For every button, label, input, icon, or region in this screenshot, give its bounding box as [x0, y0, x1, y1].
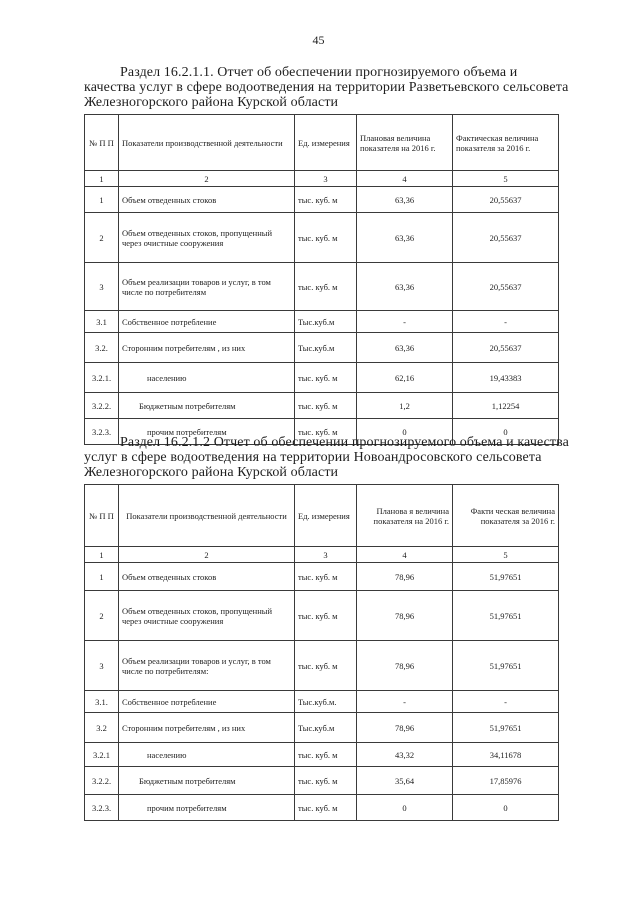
header-unit: Ед. измерения	[295, 115, 357, 171]
row-plan: 1,2	[357, 393, 453, 419]
row-num: 1	[85, 563, 119, 591]
row-plan: 78,96	[357, 641, 453, 691]
column-number: 1	[85, 547, 119, 563]
table-row	[85, 795, 559, 821]
section-2-heading	[84, 435, 570, 480]
header-name: Показатели производственной деятельности	[119, 115, 295, 171]
column-number: 5	[453, 547, 559, 563]
row-name: Объем отведенных стоков, пропущенный через очистные сооружения	[119, 213, 295, 263]
row-fact: 20,55637	[453, 187, 559, 213]
row-name: Собственное потребление	[119, 311, 295, 333]
column-number-row	[85, 171, 559, 187]
header-plan: Плановая величина показателя на 2016 г.	[357, 115, 453, 171]
row-name: Объем реализации товаров и услуг, в том числе по потребителям	[119, 263, 295, 311]
row-unit: тыс. куб. м	[295, 393, 357, 419]
row-unit: тыс. куб. м	[295, 591, 357, 641]
row-name: Объем отведенных стоков	[119, 187, 295, 213]
row-fact: 0	[453, 419, 559, 445]
header-num: № П П	[85, 485, 119, 547]
row-fact: 51,97651	[453, 713, 559, 743]
section-1-heading-line-3: Железногорского района Курской области	[84, 95, 339, 110]
table-row	[85, 187, 559, 213]
row-unit: тыс. куб. м	[295, 563, 357, 591]
table-row	[85, 743, 559, 767]
row-plan: 63,36	[357, 187, 453, 213]
table-row	[85, 591, 559, 641]
column-number: 1	[85, 171, 119, 187]
row-num: 3.2.2.	[85, 767, 119, 795]
table-row	[85, 563, 559, 591]
row-fact: 51,97651	[453, 641, 559, 691]
row-num: 3.1	[85, 311, 119, 333]
row-fact: -	[453, 691, 559, 713]
row-fact: 20,55637	[453, 263, 559, 311]
row-num: 1	[85, 187, 119, 213]
table-header-row	[85, 485, 559, 547]
table-row	[85, 363, 559, 393]
row-unit: тыс. куб. м	[295, 213, 357, 263]
row-plan: 0	[357, 795, 453, 821]
row-fact: 19,43383	[453, 363, 559, 393]
table-row	[85, 393, 559, 419]
row-name: Объем отведенных стоков	[119, 563, 295, 591]
row-name: населению	[119, 363, 295, 393]
row-unit: тыс. куб. м	[295, 767, 357, 795]
row-num: 3.2	[85, 713, 119, 743]
row-num: 3.2.	[85, 333, 119, 363]
header-plan: Планова я величина показателя на 2016 г.	[357, 485, 453, 547]
row-plan: 78,96	[357, 563, 453, 591]
row-name: Объем реализации товаров и услуг, в том числе по потребителям:	[119, 641, 295, 691]
row-name: населению	[119, 743, 295, 767]
row-plan: 78,96	[357, 713, 453, 743]
column-number: 4	[357, 547, 453, 563]
row-num: 3	[85, 263, 119, 311]
row-name: Сторонним потребителям , из них	[119, 713, 295, 743]
row-fact: 20,55637	[453, 213, 559, 263]
row-unit: Тыс.куб.м.	[295, 691, 357, 713]
header-unit: Ед. измерения	[295, 485, 357, 547]
row-plan: 78,96	[357, 591, 453, 641]
row-unit: тыс. куб. м	[295, 187, 357, 213]
section-1-heading	[84, 65, 570, 110]
header-name: Показатели производственной деятельности	[119, 485, 295, 547]
section-2-heading-line-2: услуг в сфере водоотведения на территории Новоандросовского сельсовета	[84, 450, 542, 465]
row-unit: тыс. куб. м	[295, 641, 357, 691]
row-plan: 63,36	[357, 213, 453, 263]
row-name: Бюджетным потребителям	[119, 767, 295, 795]
table-row	[85, 213, 559, 263]
row-name: Собственное потребление	[119, 691, 295, 713]
table-header-row	[85, 115, 559, 171]
table-row	[85, 691, 559, 713]
row-fact: 0	[453, 795, 559, 821]
row-num: 3.2.1.	[85, 363, 119, 393]
row-plan: -	[357, 311, 453, 333]
row-num: 2	[85, 213, 119, 263]
row-num: 3.2.2.	[85, 393, 119, 419]
row-unit: Тыс.куб.м	[295, 333, 357, 363]
column-number: 2	[119, 547, 295, 563]
row-name: Бюджетным потребителям	[119, 393, 295, 419]
column-number: 3	[295, 547, 357, 563]
row-unit: тыс. куб. м	[295, 795, 357, 821]
section-1-heading-line-2: качества услуг в сфере водоотведения на территории Разветьевского сельсовета	[84, 80, 569, 95]
row-plan: 63,36	[357, 263, 453, 311]
row-name: Объем отведенных стоков, пропущенный через очистные сооружения	[119, 591, 295, 641]
row-fact: 1,12254	[453, 393, 559, 419]
row-plan: 0	[357, 419, 453, 445]
row-num: 3.1.	[85, 691, 119, 713]
row-fact: 17,85976	[453, 767, 559, 795]
column-number-row	[85, 547, 559, 563]
row-fact: 51,97651	[453, 591, 559, 641]
table-row	[85, 333, 559, 363]
row-unit: Тыс.куб.м	[295, 311, 357, 333]
row-num: 3.2.3.	[85, 419, 119, 445]
row-unit: тыс. куб. м	[295, 743, 357, 767]
row-unit: тыс. куб. м	[295, 263, 357, 311]
column-number: 4	[357, 171, 453, 187]
row-plan: 43,32	[357, 743, 453, 767]
section-1-table	[84, 114, 559, 445]
table-row	[85, 767, 559, 795]
column-number: 5	[453, 171, 559, 187]
row-fact: 34,11678	[453, 743, 559, 767]
column-number: 3	[295, 171, 357, 187]
row-plan: 63,36	[357, 333, 453, 363]
row-plan: -	[357, 691, 453, 713]
row-plan: 35,64	[357, 767, 453, 795]
page-number: 45	[312, 33, 325, 47]
row-num: 3.2.3.	[85, 795, 119, 821]
row-unit: Тыс.куб.м	[295, 713, 357, 743]
table-row	[85, 641, 559, 691]
row-num: 3	[85, 641, 119, 691]
header-fact: Фактическая величина показателя за 2016 г.	[453, 115, 559, 171]
row-fact: 51,97651	[453, 563, 559, 591]
column-number: 2	[119, 171, 295, 187]
row-fact: 20,55637	[453, 333, 559, 363]
section-2-table	[84, 484, 559, 821]
table-row	[85, 713, 559, 743]
section-2-heading-line-3: Железногорского района Курской области	[84, 465, 339, 480]
row-name: Сторонним потребителям , из них	[119, 333, 295, 363]
header-num: № П П	[85, 115, 119, 171]
section-1-heading-line-1: Раздел 16.2.1.1. Отчет об обеспечении прогнозируемого объема и	[120, 65, 518, 80]
section-2-heading-line-1: Раздел 16.2.1.2 Отчет об обеспечении прогнозируемого объема и качества	[120, 435, 569, 450]
table-row	[85, 263, 559, 311]
row-unit: тыс. куб. м	[295, 419, 357, 445]
header-fact: Факти ческая величина показателя за 2016 г.	[453, 485, 559, 547]
row-name: прочим потребителям	[119, 419, 295, 445]
row-plan: 62,16	[357, 363, 453, 393]
table-row	[85, 311, 559, 333]
row-num: 3.2.1	[85, 743, 119, 767]
row-unit: тыс. куб. м	[295, 363, 357, 393]
row-fact: -	[453, 311, 559, 333]
row-num: 2	[85, 591, 119, 641]
row-name: прочим потребителям	[119, 795, 295, 821]
